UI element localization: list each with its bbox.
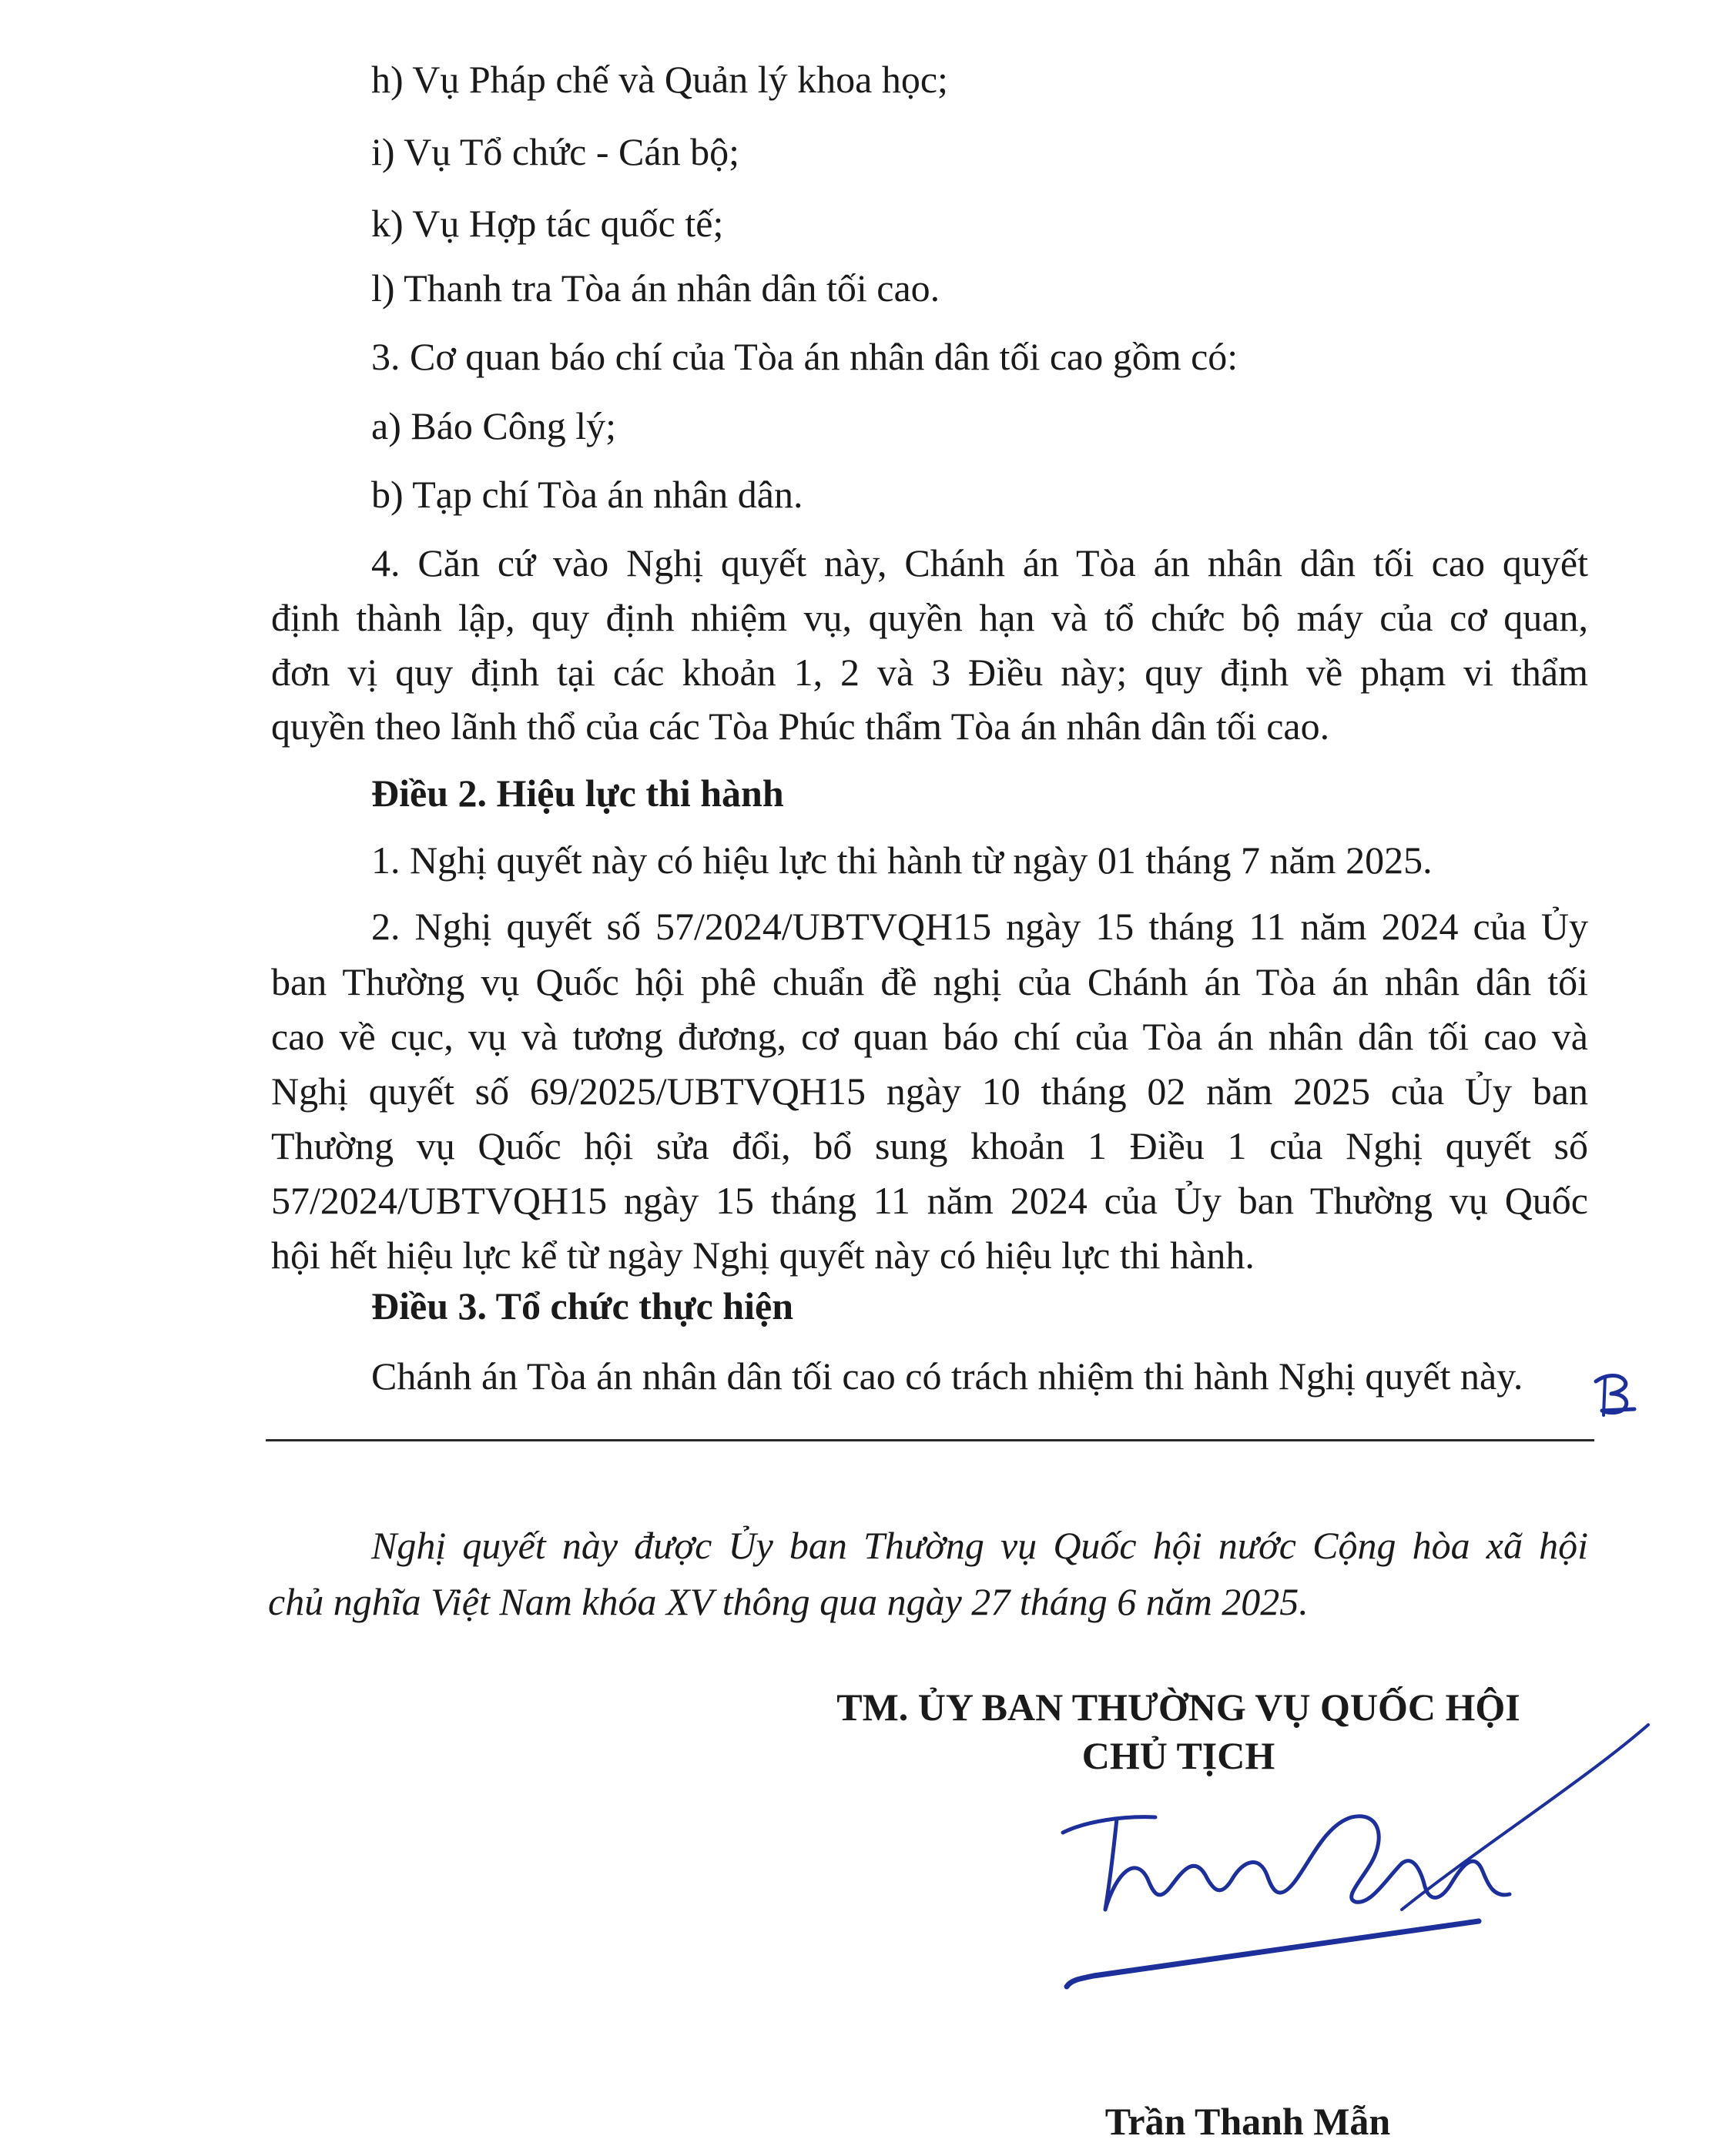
list-item-l: l) Thanh tra Tòa án nhân dân tối cao.: [371, 266, 940, 310]
article3-heading: Điều 3. Tổ chức thực hiện: [371, 1284, 793, 1327]
adoption-line-2: chủ nghĩa Việt Nam khóa XV thông qua ngày 27 tháng 6 năm 2025.: [268, 1580, 1309, 1623]
clause4-line-1: 4. Căn cứ vào Nghị quyết này, Chánh án Tòa án nhân dân tối cao quyết: [371, 541, 1588, 584]
article2-item2-line-2: ban Thường vụ Quốc hội phê chuẩn đề nghị của Chánh án Tòa án nhân dân tối: [271, 960, 1588, 1003]
article2-item-1: 1. Nghị quyết này có hiệu lực thi hành từ ngày 01 tháng 7 năm 2025.: [371, 839, 1433, 882]
initial-mark-icon: [1588, 1364, 1650, 1426]
article2-item2-line-3: cao về cục, vụ và tương đương, cơ quan báo chí của Tòa án nhân dân tối cao và: [271, 1015, 1588, 1058]
section-divider: [266, 1439, 1594, 1441]
article2-item2-line-6: 57/2024/UBTVQH15 ngày 15 tháng 11 năm 2024 của Ủy ban Thường vụ Quốc: [271, 1179, 1588, 1222]
clause4-line-3: đơn vị quy định tại các khoản 1, 2 và 3 Điều này; quy định về phạm vi thẩm: [271, 651, 1588, 694]
list-item-h: h) Vụ Pháp chế và Quản lý khoa học;: [371, 58, 948, 101]
clause4-line-2: định thành lập, quy định nhiệm vụ, quyền hạn và tổ chức bộ máy của cơ quan,: [271, 596, 1588, 639]
signature-org-line: TM. ỦY BAN THƯỜNG VỤ QUỐC HỘI: [836, 1686, 1520, 1729]
clause3-item-a: a) Báo Công lý;: [371, 404, 617, 447]
article2-item2-line-1: 2. Nghị quyết số 57/2024/UBTVQH15 ngày 15 tháng 11 năm 2024 của Ủy: [371, 905, 1588, 948]
signature-title: CHỦ TỊCH: [1081, 1734, 1275, 1777]
clause3-item-b: b) Tạp chí Tòa án nhân dân.: [371, 473, 803, 516]
list-item-k: k) Vụ Hợp tác quốc tế;: [371, 202, 724, 245]
article2-heading: Điều 2. Hiệu lực thi hành: [371, 772, 784, 815]
article2-item2-line-5: Thường vụ Quốc hội sửa đổi, bổ sung khoản 1 Điều 1 của Nghị quyết số: [271, 1124, 1588, 1167]
signature-icon: [1001, 1679, 1679, 2033]
article2-item2-line-7: hội hết hiệu lực kể từ ngày Nghị quyết này có hiệu lực thi hành.: [271, 1234, 1255, 1277]
signer-name: Trần Thanh Mẫn: [1104, 2100, 1391, 2143]
adoption-line-1: Nghị quyết này được Ủy ban Thường vụ Quốc hội nước Cộng hòa xã hội: [371, 1524, 1588, 1567]
clause3-intro: 3. Cơ quan báo chí của Tòa án nhân dân tối cao gồm có:: [371, 335, 1238, 378]
list-item-i: i) Vụ Tổ chức - Cán bộ;: [371, 130, 739, 173]
article3-text: Chánh án Tòa án nhân dân tối cao có trách nhiệm thi hành Nghị quyết này.: [371, 1354, 1523, 1398]
article2-item2-line-4: Nghị quyết số 69/2025/UBTVQH15 ngày 10 tháng 02 năm 2025 của Ủy ban: [271, 1070, 1588, 1113]
clause4-line-4: quyền theo lãnh thổ của các Tòa Phúc thẩm Tòa án nhân dân tối cao.: [271, 705, 1330, 748]
